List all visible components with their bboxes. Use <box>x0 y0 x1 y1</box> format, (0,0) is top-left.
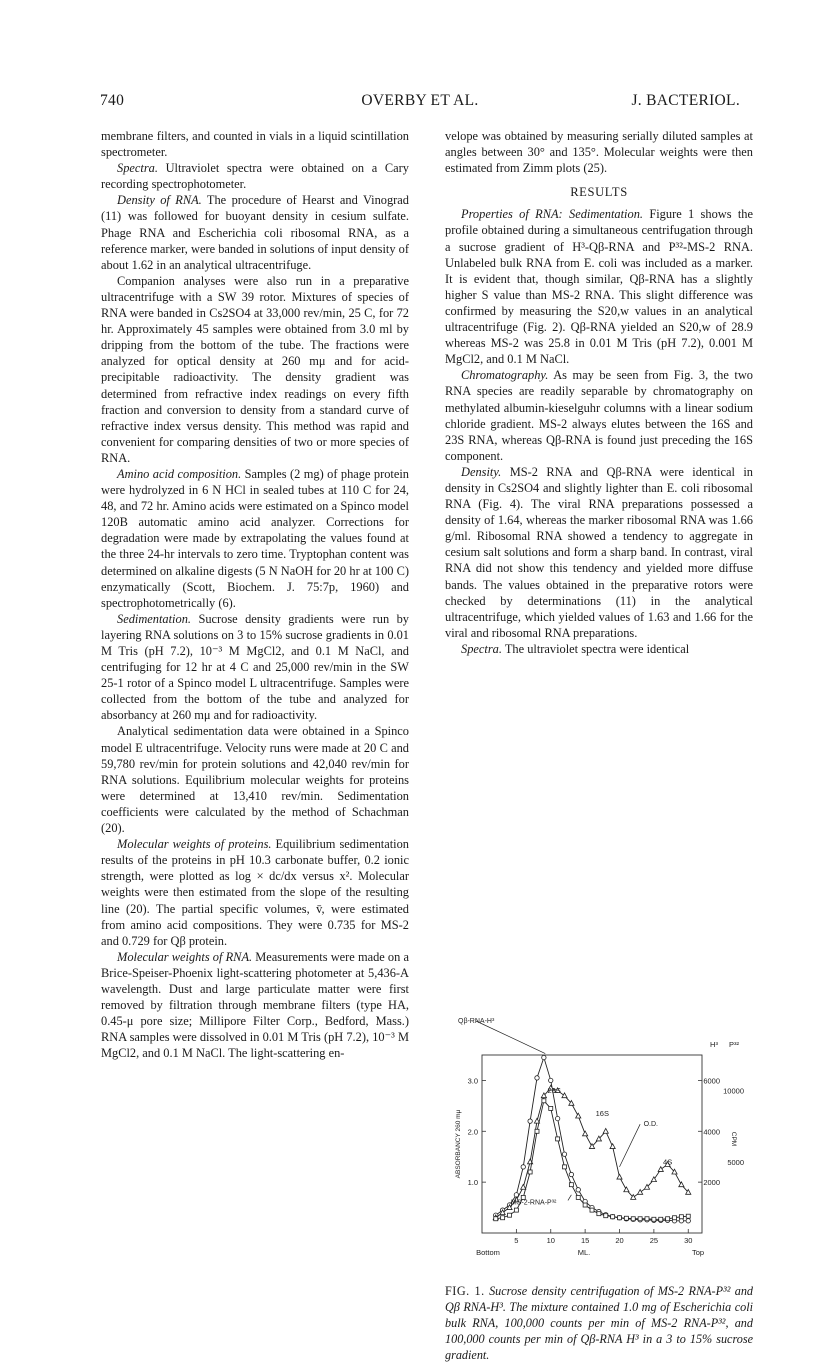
running-authors: OVERBY ET AL. <box>361 92 479 109</box>
y-right-axis-label: CPM <box>730 1131 737 1147</box>
left-column <box>101 128 409 1061</box>
paragraph <box>445 128 753 176</box>
running-header <box>100 92 740 112</box>
paragraph-run-in-heading: Properties of RNA: Sedimentation. <box>461 207 643 222</box>
data-point <box>611 1215 615 1219</box>
data-point <box>686 1214 690 1218</box>
paragraph <box>101 273 409 466</box>
x-tick-label: 5 <box>514 1236 519 1245</box>
y-right-h3-tick-label: 6000 <box>703 1076 720 1086</box>
data-point <box>597 1212 601 1216</box>
section-heading: RESULTS <box>570 185 628 200</box>
data-point <box>583 1203 587 1207</box>
data-point <box>528 1170 532 1174</box>
figure-1-chart <box>440 1015 746 1277</box>
paragraph-text: As may be seen from Fig. 3, the two RNA species are readily separable by chromatography on methylated albumin-kieselguhr columns with a linear sodium chloride gradient. MS-2 always elutes between the 16S and 23S RNA, whereas Qβ-RNA is found just preceding the 16S component. <box>445 368 753 463</box>
journal-name: J. BACTERIOL. <box>631 92 740 109</box>
data-point <box>603 1128 608 1133</box>
data-point <box>569 1172 573 1176</box>
series-label: O.D. <box>643 1121 658 1129</box>
data-point <box>562 1093 567 1098</box>
paragraph-run-in-heading: Density. <box>461 464 502 479</box>
data-point <box>679 1182 684 1187</box>
x-tick-label: 30 <box>684 1236 693 1245</box>
x-axis-label: ML. <box>577 1248 591 1257</box>
paragraph-text: The ultraviolet spectra were identical <box>504 641 690 656</box>
paragraph-text: MS-2 RNA and Qβ-RNA were identical in density in Cs2SO4 and slightly lighter than E. coli ribosomal RNA (Fig. 4). The viral RNA preparations possessed a density of 1.64, whereas the marker ribosomal RNA was 1.66 g/ml. Ribosomal RNA showed a tendency to aggregate in cesium salt solutions and form a sharp band. In contrast, viral RNA did not show this tendency and yielded more diffuse bands. The values obtained in the preparative rotors were checked by determinations (11) in the analytical ultracentrifuge, which yielded values of 1.63 and 1.66 for the viral and ribosomal RNA preparations. <box>445 464 753 640</box>
paragraph <box>101 949 409 1062</box>
series-leader-line <box>568 1195 571 1201</box>
data-point <box>659 1217 663 1221</box>
paragraph-text: The procedure of Hearst and Vinograd (11) was followed for buoyant density in cesium sulfate. Phage RNA and Escherichia coli ribosomal RNA, as a reference marker, were banded in solutions of input density of about 1.62 in an analytical ultracentrifuge. <box>101 193 410 272</box>
paragraph <box>445 206 753 367</box>
data-point <box>508 1213 512 1217</box>
data-point <box>576 1113 581 1118</box>
paragraph-run-in-heading: Amino acid composition. <box>117 466 242 481</box>
data-point <box>549 1078 553 1082</box>
paragraph <box>101 466 409 611</box>
x-end-label-top: Top <box>691 1248 705 1257</box>
x-tick-label: 20 <box>615 1236 624 1245</box>
y-left-tick-label: 3.0 <box>467 1076 478 1086</box>
data-point <box>521 1165 525 1169</box>
paragraph-text: Ultraviolet spectra were obtained on a Cary recording spectrophotometer. <box>101 161 409 192</box>
data-point <box>528 1119 532 1123</box>
paragraph-run-in-heading: Spectra. <box>461 641 502 656</box>
y-left-tick-label: 1.0 <box>467 1178 478 1188</box>
paragraph <box>101 160 409 192</box>
y-left-tick-label: 2.0 <box>467 1127 478 1137</box>
figure-caption <box>445 1283 753 1363</box>
paragraph <box>101 836 409 949</box>
data-point <box>535 1076 539 1080</box>
paragraph-text: Sucrose density gradients were run by layering RNA solutions on 3 to 15% sucrose gradients in 0.01 M Tris (pH 7.2), 10⁻³ M MgCl2, and 0.1 M NaCl, and centrifuging for 12 hr at 4 C and 25,000 rev/min in the SW 25-1 rotor of a Spinco model L ultracentrifuge. Samples were collected from the bottom of the tube and analyzed for absorbancy at 260 mμ and for radioactivity. <box>101 611 409 723</box>
data-point <box>624 1187 629 1192</box>
series-label: MS-2-RNA-P³² <box>510 1199 557 1207</box>
data-point <box>521 1184 526 1189</box>
paragraph-run-in-heading: Molecular weights of RNA. <box>117 949 253 964</box>
data-point <box>576 1188 580 1192</box>
series-leader-line <box>476 1021 545 1054</box>
data-point <box>638 1217 642 1221</box>
data-point <box>590 1208 594 1212</box>
x-end-label-bottom: Bottom <box>476 1248 500 1257</box>
x-tick-label: 25 <box>649 1236 659 1245</box>
paragraph-text: membrane filters, and counted in vials in a liquid scintillation spectrometer. <box>101 129 409 160</box>
paragraph-text: Figure 1 shows the profile obtained during a simultaneous centrifugation through a sucrose gradient of H³-Qβ-RNA and P³²-MS-2 RNA. Unlabeled bulk RNA from E. coli was included as a marker. It is evident that, though similar, Qβ-RNA has a slightly higher S value than MS-2 RNA. This slight difference was confirmed by measuring the S20,w values in an analytical ultracentrifuge (Fig. 2). Qβ-RNA yielded an S20,w of 28.9 whereas MS-2 was 25.8 in 0.01 M Tris (pH 7.2), 0.001 M MgCl2, and 0.1 M NaCl. <box>445 207 753 367</box>
caption-text: Sucrose density centrifugation of MS-2 RNA-P³² and Qβ RNA-H³. The mixture contained 1.0 mg of Escherichia coli bulk RNA, 100,000 counts per min of MS-2 RNA-P³², and 100,000 counts per min of Qβ-RNA H³ in a 3 to 15% sucrose gradient. <box>445 1284 754 1362</box>
data-point <box>535 1129 539 1133</box>
paragraph-text: Companion analyses were also run in a preparative ultracentrifuge with a SW 39 rotor. Mixtures of species of RNA were banded in Cs2SO4 at 33,000 rev/min, 25 C, for 72 hr. Approximately 45 samples were obtained from 3.0 ml by dripping from the bottom of the tube. The fractions were analyzed for optical density at 260 mμ and for acid-precipitable radioactivity. The density gradient was determined from refractive index readings on every fifth fraction and conversion to density from a standard curve of refractive index versus density. This method was rapid and convenient for comparing densities of two or more species of RNA. <box>101 273 409 465</box>
data-point <box>501 1216 505 1220</box>
data-point <box>563 1165 567 1169</box>
series-label: Qβ-RNA-H³ <box>458 1018 495 1025</box>
paragraph <box>101 723 409 836</box>
data-point <box>542 1055 546 1059</box>
data-point <box>617 1174 622 1179</box>
paragraph-run-in-heading: Molecular weights of proteins. <box>117 837 272 852</box>
right-axis-header-h3: H³ <box>710 1040 718 1049</box>
band-label: 23S <box>547 1086 561 1096</box>
paragraph <box>101 192 409 272</box>
paragraph-run-in-heading: Sedimentation. <box>117 611 191 626</box>
x-tick-label: 10 <box>546 1236 555 1245</box>
paragraph <box>445 367 753 464</box>
data-point <box>569 1183 573 1187</box>
data-point <box>631 1217 635 1221</box>
data-point <box>618 1216 622 1220</box>
band-label: 16S <box>595 1109 609 1119</box>
paragraph-text: Analytical sedimentation data were obtained in a Spinco model E ultracentrifuge. Velocity runs were made at 20 C and 59,780 rev/min for protein solutions and 42,040 rev/min for RNA solutions. Equilibrium molecular weights for proteins were determined at 13,410 rev/min. Sedimentation coefficients were calculated by the method of Schachman (20). <box>101 724 409 836</box>
y-right-p32-tick-label: 5000 <box>727 1157 744 1167</box>
paragraph-text: Equilibrium sedimentation results of the proteins in pH 10.3 carbonate buffer, 0.2 ionic strength, were plotted as log × dc/dx versus x². Molecular weights were then estimated from the slope of the resulting line (20). The partial specific volumes, v̄, were estimated from amino acid compositions. They were 0.735 for MS-2 and 0.729 for Qβ protein. <box>101 837 409 948</box>
paragraph-text: Samples (2 mg) of phage protein were hydrolyzed in 6 N HCl in sealed tubes at 110 C for 24, 48, and 72 hr. Amino acids were estimated on a Spinco model 120B automatic amino acid analyzer. Corrections for degradation were made by extrapolating the values found at the three 24-hr intervals to zero time. Tryptophan content was determined on alkaline digests (5 N NaOH for 20 hr at 100 C) enzymatically (Scott, Biochem. J. 75:7p, 1960) and spectrophotometrically (6). <box>101 466 409 610</box>
paragraph <box>101 611 409 724</box>
right-column <box>445 128 753 657</box>
paragraph-run-in-heading: Density of RNA. <box>117 193 202 208</box>
data-point <box>645 1217 649 1221</box>
paragraph <box>445 464 753 641</box>
paragraph-run-in-heading: Spectra. <box>117 161 158 176</box>
y-left-axis-label: ABSORBANCY 260 mμ <box>455 1109 462 1179</box>
data-point <box>673 1216 677 1220</box>
data-point <box>576 1195 580 1199</box>
paragraph <box>101 128 409 160</box>
data-point <box>583 1131 588 1136</box>
data-point <box>666 1217 670 1221</box>
paragraph-run-in-heading: Chromatography. <box>461 368 549 383</box>
x-tick-label: 15 <box>580 1236 590 1245</box>
paragraph-text: Measurements were made on a Brice-Speiser-Phoenix light-scattering photometer at 5,436-A wavelength. Dust and large particulate matter were first removed by filtration through membrane filters (type HA, 0.45-μ pore size; Millipore Filter Corp., Bedford, Mass.) RNA samples were dissolved in 0.01 M Tris (pH 7.2), 10⁻³ M MgCl2, and 0.1 M NaCl. The light-scattering en- <box>101 949 409 1061</box>
data-point <box>556 1137 560 1141</box>
series-leader-line <box>620 1124 641 1167</box>
data-point <box>549 1106 553 1110</box>
data-point <box>555 1116 559 1120</box>
caption-label: FIG. 1. <box>445 1284 485 1298</box>
data-point <box>658 1167 663 1172</box>
data-point <box>514 1208 518 1212</box>
data-point <box>562 1152 566 1156</box>
page-number: 740 <box>100 92 125 109</box>
right-axis-header-p32: P³² <box>729 1040 739 1049</box>
data-point <box>652 1217 656 1221</box>
paragraph-text: velope was obtained by measuring serially diluted samples at angles between 30° and 135°. Molecular weights were then estimated from Zimm plots (25). <box>445 129 753 176</box>
y-right-h3-tick-label: 4000 <box>703 1127 720 1137</box>
data-point <box>638 1190 643 1195</box>
band-label: 4S <box>663 1157 673 1167</box>
data-point <box>494 1217 498 1221</box>
data-point <box>679 1215 683 1219</box>
data-point <box>624 1216 628 1220</box>
data-point <box>679 1219 683 1223</box>
paragraph <box>445 641 753 657</box>
data-point <box>604 1214 608 1218</box>
y-right-h3-tick-label: 2000 <box>703 1178 720 1188</box>
data-point <box>610 1144 615 1149</box>
data-point <box>542 1099 546 1103</box>
data-point <box>686 1219 690 1223</box>
y-right-p32-tick-label: 10000 <box>723 1086 744 1096</box>
